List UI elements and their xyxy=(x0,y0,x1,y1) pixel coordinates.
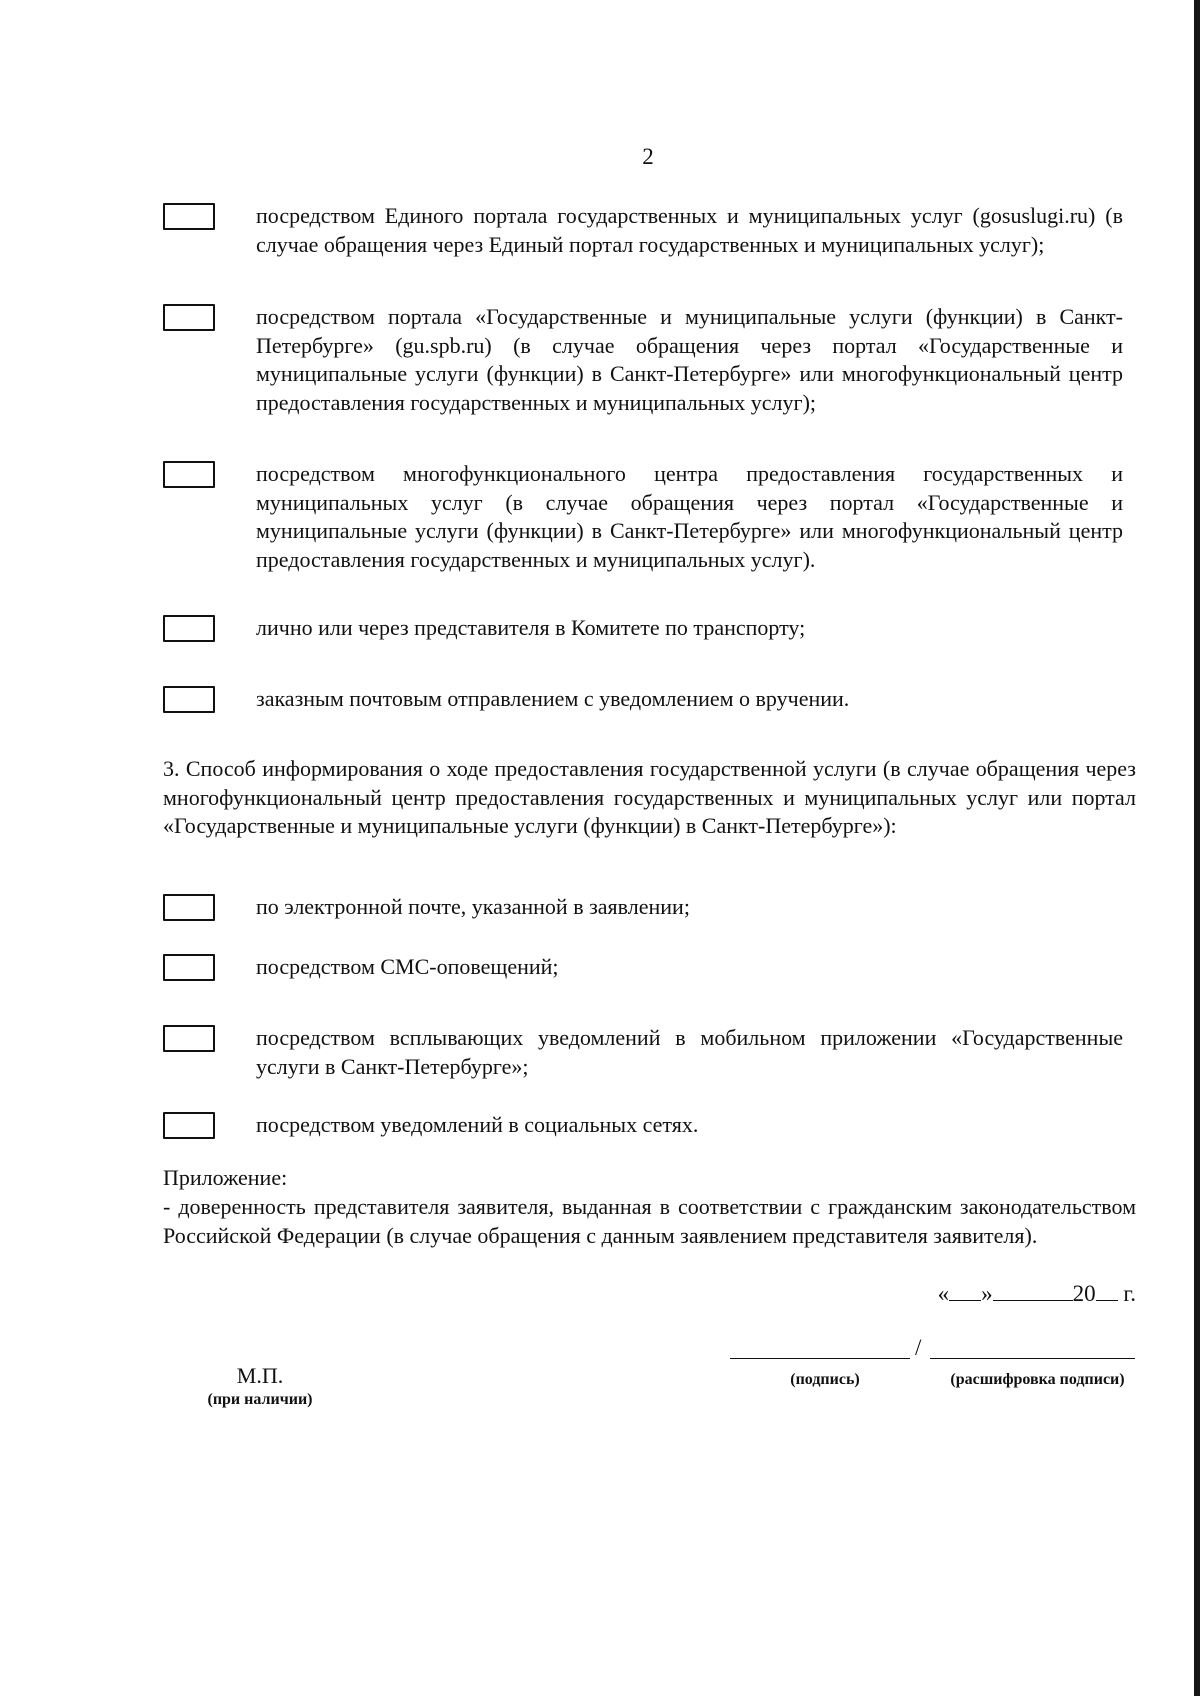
day-field[interactable] xyxy=(949,1278,981,1301)
checkbox[interactable] xyxy=(163,954,215,981)
checkbox[interactable] xyxy=(163,1112,215,1139)
signature-field[interactable] xyxy=(730,1358,910,1359)
page-number: 2 xyxy=(642,144,654,169)
checkbox[interactable] xyxy=(163,203,215,230)
checkbox[interactable] xyxy=(163,304,215,331)
signature-label: (подпись) xyxy=(790,1371,860,1388)
option-text: посредством СМС-оповещений; xyxy=(256,954,559,979)
option-text: посредством Единого портала государственных и муниципальных услуг (gosuslugi.ru) (в случае обращения через Единый портал государственных и муниципальных услуг); xyxy=(256,203,1123,257)
scan-edge-bar xyxy=(1194,0,1200,1696)
option-text: по электронной почте, указанной в заявлении; xyxy=(256,894,690,919)
signature-slash: / xyxy=(915,1335,922,1360)
date-open-quote: « xyxy=(937,1281,950,1306)
checkbox[interactable] xyxy=(163,615,215,642)
year-suffix: г. xyxy=(1123,1281,1136,1306)
attachment-title: Приложение: xyxy=(163,1165,288,1190)
section-3-heading: 3. Способ информирования о ходе предоставления государственной услуги (в случае обращения через многофункциональный центр предоставления государственных и муниципальных услуг или портал «Государственные и муниципальные услуги (функции) в Санкт-Петербурге»): xyxy=(163,756,1136,838)
attachment-text: - доверенность представителя заявителя, выданная в соответствии с гражданским законодательством Российской Федерации (в случае обращения с данным заявлением представителя заявителя). xyxy=(163,1194,1136,1248)
checkbox[interactable] xyxy=(163,686,215,713)
month-field[interactable] xyxy=(993,1278,1073,1301)
date-close-quote: » xyxy=(981,1281,993,1306)
signature-decoding-field[interactable] xyxy=(930,1358,1135,1359)
checkbox[interactable] xyxy=(163,1025,215,1052)
option-text: заказным почтовым отправлением с уведомлением о вручении. xyxy=(256,686,850,711)
option-text: посредством уведомлений в социальных сетях. xyxy=(256,1112,699,1137)
seal-title: М.П. xyxy=(236,1363,284,1388)
year-field[interactable] xyxy=(1096,1278,1118,1301)
seal-note: (при наличии) xyxy=(207,1391,313,1408)
signature-decoding-label: (расшифровка подписи) xyxy=(950,1371,1125,1388)
checkbox[interactable] xyxy=(163,461,215,488)
option-text: посредством портала «Государственные и муниципальные услуги (функции) в Санкт-Петербурге» (gu.spb.ru) (в случае обращения через портал «Государственные и муниципальные услуги (функции) в Санкт-Петербурге» или многофункциональный центр предоставления государственных и муниципальных услуг); xyxy=(256,304,1123,415)
year-prefix: 20 xyxy=(1072,1281,1096,1306)
option-text: лично или через представителя в Комитете по транспорту; xyxy=(256,615,806,640)
date-line xyxy=(938,1278,1136,1308)
checkbox[interactable] xyxy=(163,894,215,921)
option-text: посредством многофункционального центра предоставления государственных и муниципальных услуг (в случае обращения через портал «Государственные и муниципальные услуги (функции) в Санкт-Петербурге» или многофункциональный центр предоставления государственных и муниципальных услуг). xyxy=(256,461,1123,572)
option-text: посредством всплывающих уведомлений в мобильном приложении «Государственные услуги в Санкт-Петербурге»; xyxy=(256,1025,1123,1079)
